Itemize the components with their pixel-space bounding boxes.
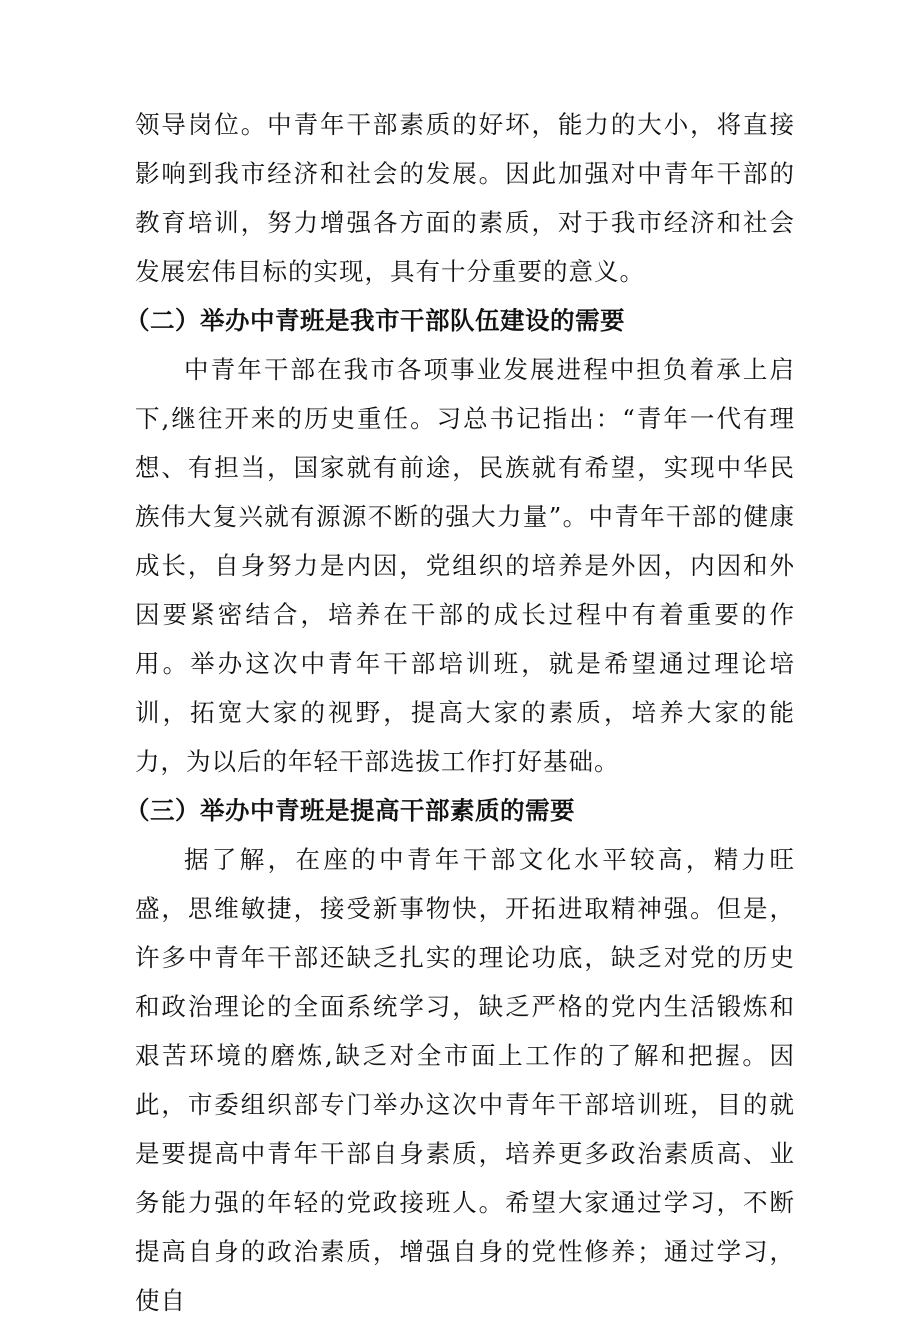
paragraph-2: 中青年干部在我市各项事业发展进程中担负着承上启下,继往开来的历史重任。习总书记指出：“青年一代有理想、有担当，国家就有前途，民族就有希望，实现中华民族伟大复兴就有源源不断的强大力量”。中青年干部的健康成长，自身努力是内因，党组织的培养是外因，内因和外因要紧密结合，培养在干部的成长过程中有着重要的作用。举办这次中青年干部培训班，就是希望通过理论培训，拓宽大家的视野，提高大家的素质，培养大家的能力，为以后的年轻干部选拔工作打好基础。 xyxy=(135,355,795,776)
section-heading-2-text: （二）举办中青班是我市干部队伍建设的需要 xyxy=(125,306,625,335)
document-page xyxy=(125,100,795,1325)
paragraph-continued: 领导岗位。中青年干部素质的好坏，能力的大小，将直接影响到我市经济和社会的发展。因此加强对中青年干部的教育培训，努力增强各方面的素质，对于我市经济和社会发展宏伟目标的实现，具有十分重要的意义。 xyxy=(135,110,795,286)
section-heading-2 xyxy=(125,296,795,345)
section-heading-3 xyxy=(125,786,795,835)
section-heading-3-text: （三）举办中青班是提高干部素质的需要 xyxy=(125,796,575,825)
paragraph-3: 据了解，在座的中青年干部文化水平较高，精力旺盛，思维敏捷，接受新事物快，开拓进取精神强。但是，许多中青年干部还缺乏扎实的理论功底，缺乏对党的历史和政治理论的全面系统学习，缺乏严格的党内生活锻炼和艰苦环境的磨炼,缺乏对全市面上工作的了解和把握。因此，市委组织部专门举办这次中青年干部培训班，目的就是要提高中青年干部自身素质，培养更多政治素质高、业务能力强的年轻的党政接班人。希望大家通过学习，不断提高自身的政治素质，增强自身的党性修养；通过学习，使自 xyxy=(135,845,795,1315)
